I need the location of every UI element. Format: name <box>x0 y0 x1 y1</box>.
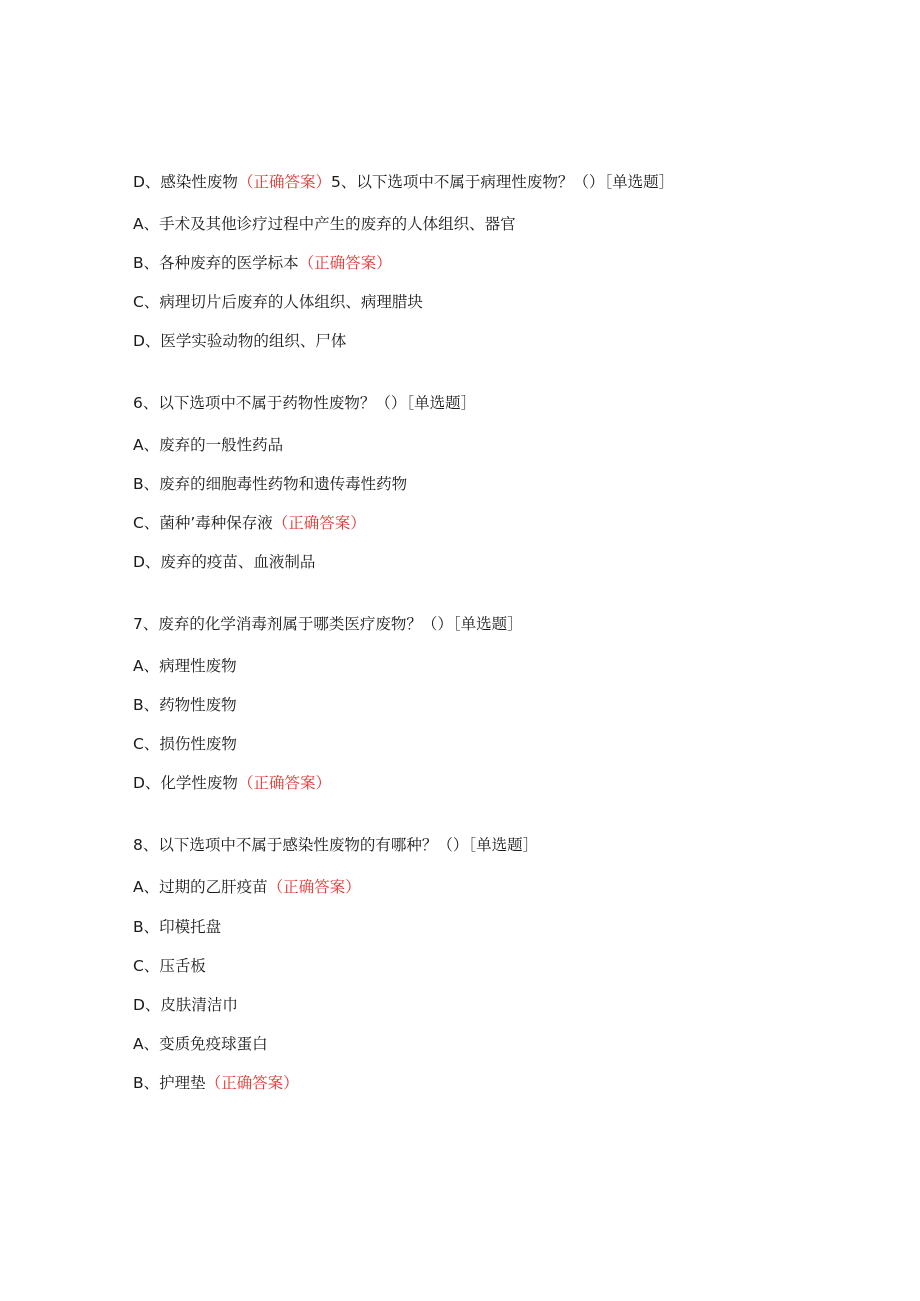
line-text: A、手术及其他诊疗过程中产生的废弃的人体组织、器官 <box>133 215 516 233</box>
question-text: 8、以下选项中不属于感染性废物的有哪种？（）［单选题］ <box>133 836 539 854</box>
option-line <box>133 253 392 273</box>
line-text: A、过期的乙肝疫苗 <box>133 878 268 896</box>
line-text: A、病理性废物 <box>133 657 237 675</box>
option-line <box>133 552 315 572</box>
option-line <box>133 474 407 494</box>
option-line <box>133 917 221 937</box>
correct-answer-mark: （正确答案） <box>298 254 392 272</box>
option-line <box>133 695 237 715</box>
option-line-d-infectious <box>133 172 674 192</box>
correct-answer-mark: （正确答案） <box>272 514 366 532</box>
line-text: D、感染性废物 <box>133 173 238 191</box>
option-line <box>133 877 361 897</box>
line-text: B、各种废弃的医学标本 <box>133 254 299 272</box>
option-line <box>133 1073 299 1093</box>
line-text: C、压舌板 <box>133 957 206 975</box>
line-text: D、废弃的疫苗、血液制品 <box>133 553 316 571</box>
line-text: A、变质免疫球蛋白 <box>133 1035 268 1053</box>
option-line <box>133 773 331 793</box>
question-line-q7 <box>133 614 523 634</box>
line-text: B、护理垫 <box>133 1074 206 1092</box>
option-line <box>133 1034 268 1054</box>
line-text: C、损伤性废物 <box>133 735 237 753</box>
question-line-q8 <box>133 835 538 855</box>
line-text: C、菌种’毒种保存液 <box>133 514 273 532</box>
option-line <box>133 214 516 234</box>
correct-answer-mark: （正确答案） <box>237 173 331 191</box>
correct-answer-mark: （正确答案） <box>237 774 331 792</box>
line-text: D、医学实验动物的组织、尸体 <box>133 332 347 350</box>
option-line <box>133 995 238 1015</box>
question-line-q6 <box>133 393 476 413</box>
line-text: C、病理切片后废弃的人体组织、病理腊块 <box>133 293 423 311</box>
option-line <box>133 435 283 455</box>
correct-answer-mark: （正确答案） <box>267 878 361 896</box>
correct-answer-mark: （正确答案） <box>205 1074 299 1092</box>
option-line <box>133 331 346 351</box>
option-line <box>133 734 237 754</box>
option-line <box>133 656 237 676</box>
option-line <box>133 292 423 312</box>
line-text: B、印模托盘 <box>133 918 222 936</box>
line-text: D、化学性废物 <box>133 774 238 792</box>
line-text: B、废弃的细胞毒性药物和遗传毒性药物 <box>133 475 408 493</box>
question-text-q5: 5、以下选项中不属于病理性废物？（）［单选题］ <box>330 173 675 191</box>
question-text: 6、以下选项中不属于药物性废物？（）［单选题］ <box>133 394 477 412</box>
option-line <box>133 513 366 533</box>
line-text: A、废弃的一般性药品 <box>133 436 284 454</box>
line-text: B、药物性废物 <box>133 696 237 714</box>
question-text: 7、废弃的化学消毒剂属于哪类医疗废物？（）［单选题］ <box>133 615 523 633</box>
line-text: D、皮肤清洁巾 <box>133 996 238 1014</box>
option-line <box>133 956 206 976</box>
